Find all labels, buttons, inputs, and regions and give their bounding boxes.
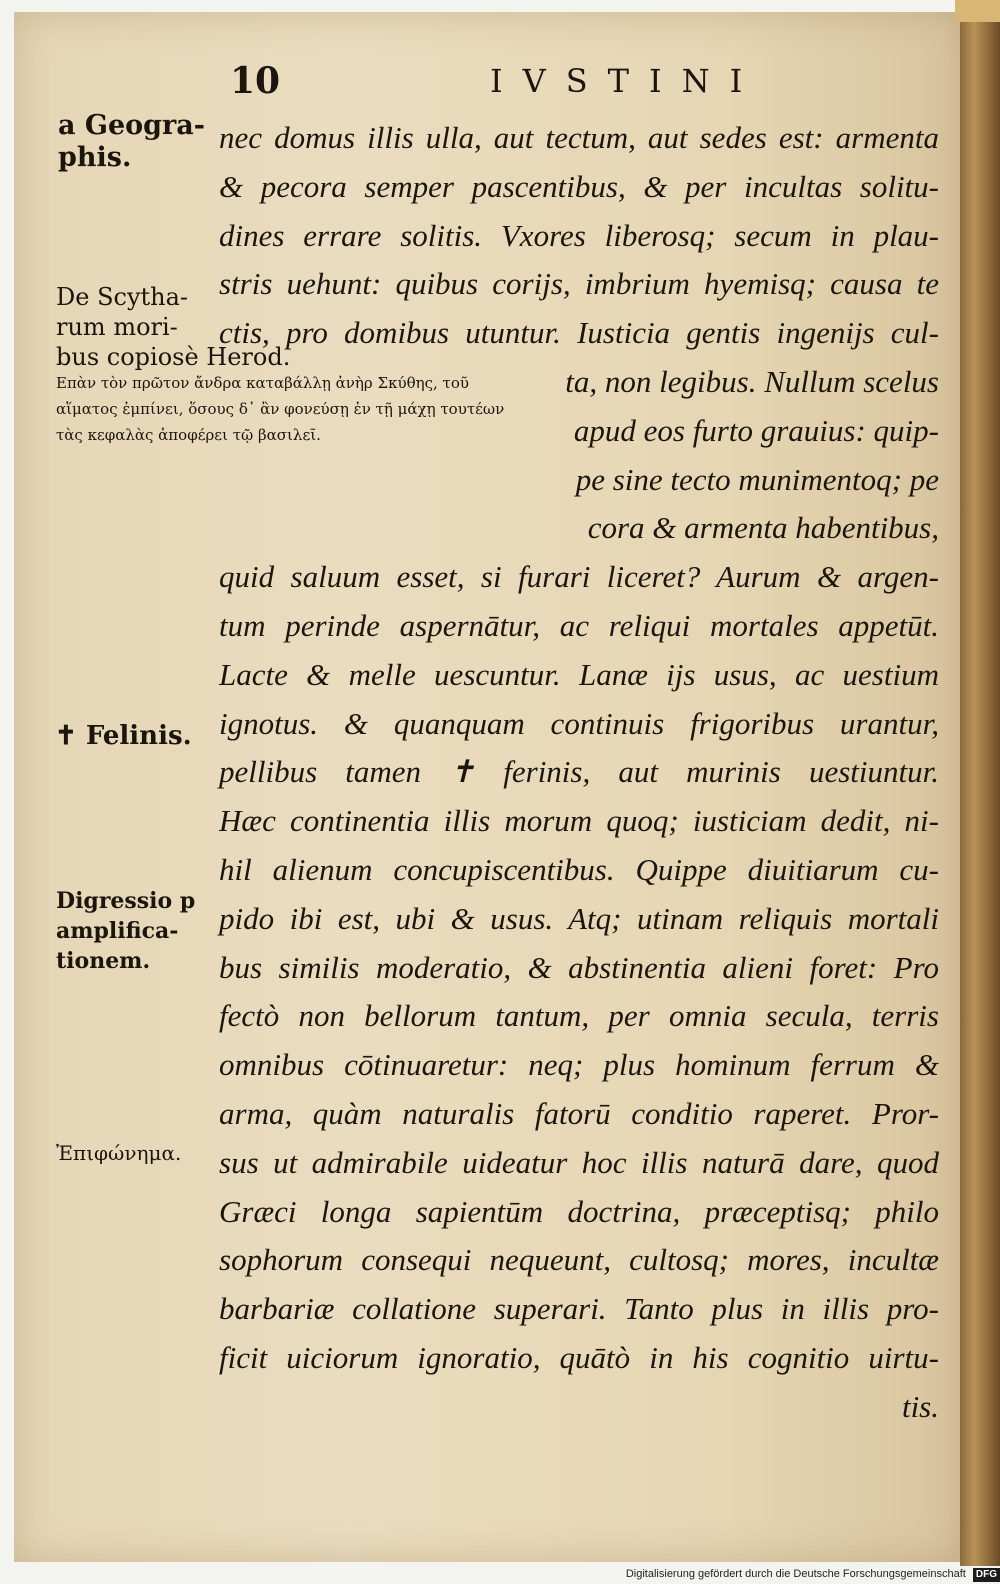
text-line: nec domus illis ulla, aut tectum, aut sedes est: armenta xyxy=(219,120,939,155)
credit-text: Digitalisierung gefördert durch die Deutsche Forschungsgemeinschaft xyxy=(625,1568,966,1580)
text-line: hil alienum concupiscentibus. Quippe diuitiarum cu- xyxy=(219,851,939,887)
text-line: arma, quàm naturalis fatorū conditio raperet. Pror- xyxy=(219,1095,939,1131)
running-title: IVSTINI xyxy=(490,62,763,100)
text-line: ignotus. & quanquam continuis frigoribus urantur, xyxy=(219,705,939,741)
main-text-block xyxy=(219,114,939,1432)
text-line: ctis, pro domibus utuntur. Iusticia gentis ingenijs cul- xyxy=(219,315,939,351)
text-line: pido ibi est, ubi & usus. Atq; utinam reliquis mortali xyxy=(219,900,939,936)
text-line: cora & armenta habentibus, xyxy=(587,510,939,546)
catchword: tis. xyxy=(901,1388,939,1424)
binding-top-corner xyxy=(955,0,1000,22)
marginal-note-epiphonema: Ἐπιφώνημα. xyxy=(56,1141,182,1165)
text-line: ficit uiciorum ignoratio, quātò in his cognitio uirtu- xyxy=(219,1339,939,1375)
text-line: Græci longa sapientūm doctrina, præceptisq; philo xyxy=(219,1193,939,1229)
text-line: & pecora semper pascentibus, & per incultas solitu- xyxy=(219,168,939,204)
marginal-line: Digressio p xyxy=(56,888,196,914)
text-line: pe sine tecto munimentoq; pe xyxy=(575,461,939,497)
text-line: bus similis moderatio, & abstinentia alieni foret: Pro xyxy=(219,949,939,985)
text-line: dines errare solitis. Vxores liberosq; secum in plau- xyxy=(219,217,939,253)
marginal-line: rum mori- xyxy=(56,313,178,341)
marginal-note-digressio xyxy=(56,886,195,976)
text-line: Lacte & melle uescuntur. Lanæ ijs usus, ac uestium xyxy=(219,656,939,692)
text-line: ta, non legibus. Nullum scelus xyxy=(565,363,939,399)
text-line: sophorum consequi nequeunt, cultosq; mores, incultæ xyxy=(219,1242,939,1278)
dfg-logo: DFG xyxy=(973,1568,1000,1582)
marginal-line: tionem. xyxy=(56,948,151,974)
marginal-line: bus copiosè Herod. xyxy=(56,343,291,371)
text-line: apud eos furto grauius: quip- xyxy=(573,412,939,448)
text-line: Hæc continentia illis morum quoq; iusticiam dedit, ni- xyxy=(219,803,939,839)
page-header xyxy=(220,52,940,108)
greek-quotation-text: Επὰν τὸν πρῶτον ἄνδρα καταβάλλῃ ἀνὴρ Σκύθης, τοῦ αἵματος ἐμπίνει, ὅσους δ᾽ ἂν φονεύσῃ ἐν τῇ μάχῃ τουτέων τὰς κεφαλὰς ἀποφέρει τῷ βασιλεῖ. xyxy=(56,374,505,444)
text-line: fectò non bellorum tantum, per omnia secula, terris xyxy=(219,998,939,1034)
folio-number: 10 xyxy=(230,60,281,102)
marginal-line: phis. xyxy=(58,142,132,173)
marginal-line: a Geogra- xyxy=(58,110,205,141)
digitization-credit xyxy=(600,1565,1000,1584)
text-line: stris uehunt: quibus corijs, imbrium hyemisq; causa te xyxy=(219,266,939,302)
text-line: barbariæ collatione superari. Tanto plus in illis pro- xyxy=(219,1291,939,1327)
book-binding-edge xyxy=(960,0,1000,1566)
marginal-line: De Scytha- xyxy=(56,283,189,311)
marginal-note-geographis xyxy=(58,110,205,174)
marginal-line: amplifica- xyxy=(56,918,179,944)
text-line: pellibus tamen ✝ ferinis, aut murinis uestiuntur. xyxy=(219,754,939,790)
text-line: quid saluum esset, si furari liceret? Aurum & argen- xyxy=(219,559,939,595)
text-line: tum perinde aspernātur, ac reliqui mortales appetūt. xyxy=(219,607,939,643)
marginal-note-felinis: ✝ Felinis. xyxy=(55,721,192,751)
text-line: sus ut admirabile uideatur hoc illis naturā dare, quod xyxy=(219,1144,939,1180)
text-line: omnibus cōtinuaretur: neq; plus hominum ferrum & xyxy=(219,1047,939,1083)
